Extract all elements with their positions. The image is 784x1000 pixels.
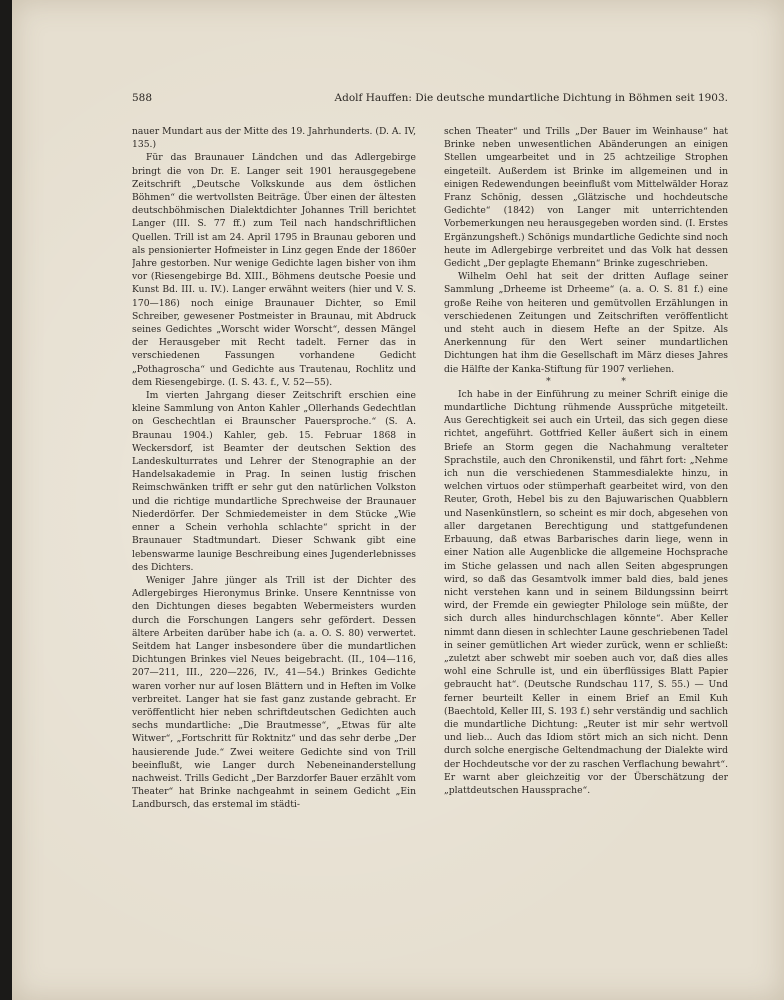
section-separator: * *: [546, 376, 660, 387]
paragraph: Im vierten Jahrgang dieser Zeitschrift erschien eine kleine Sammlung von Anton Kahler „Ollerhands Gedechtlan on Geschechtlan ei Braunscher Pauersproche.“ (S. A. Braunau 1904.) Kahler, geb. 15. Februar 1868 in Weckersdorf, ist Beamter der deutschen Sektion des Landeskulturrates und Lehrer der Stenographie an der Handelsakademie in Prag. In seinen lustig frischen Reimschwänken trifft er sehr gut den natürlichen Volkston und die richtige mundartliche Sprechweise der Braunauer Niederdörfer. Der Schmiedemeister in dem Stücke „Wie enner a Schein verhohla schlachte“ spricht in der Braunauer Stadtmundart. Dieser Schwank gibt eine lebenswarme launige Beschreibung eines Jugenderlebnisses des Dichters.: [132, 390, 416, 573]
paragraph: Ich habe in der Einführung zu meiner Schrift einige die mundartliche Dichtung rühmende Aussprüche mitgeteilt. Aus Gerechtigkeit sei auch ein Urteil, das sich gegen diese richtet, angeführt. Gottfried Keller äußert sich in einem Briefe an Storm gegen die Nachahmung veralteter Sprachstile, auch den Chronikenstil, und fährt fort: „Nehme ich nun die verschiedenen Stammesdialekte hinzu, in welchen virtuos oder stümperhaft gearbeitet wird, von den Reuter, Groth, Hebel bis zu den Bajuwarischen Quabblern und Nasenkünstlern, so scheint es mir doch, abgesehen von aller dargetanen Berechtigung und stattgefundenen Erbauung, daß etwas Barbarisches darin liege, wenn in einer Nation alle Augenblicke die allgemeine Hochsprache im Stiche gelassen und nach allen Seiten abgesprungen wird, so daß das Gesamtvolk immer bald dies, bald jenes nicht verstehen kann und in seinem Bildungssinn beirrt wird, der Fremde ein gewiegter Philologe sein müßte, der sich durch alles hindurchschlagen könnte“. Aber Keller nimmt dann diesen in schlechter Laune geschriebenen Tadel in seiner gemütlichen Art wieder zurück, wenn er schließt: „zuletzt aber schwebt mir soeben auch vor, daß dies alles wohl eine Schrulle ist, und ein überflüssiges Blatt Papier gebraucht hat“. (Deutsche Rundschau 117, S. 55.) — Und ferner beurteilt Keller in einem Brief an Emil Kuh (Baechtold, Keller III, S. 193 f.) sehr verständig und sachlich die mundartliche Dichtung: „Reuter ist mir sehr wertvoll und lieb... Auch das Idiom stört mich an sich nicht. Denn durch solche energische Geltendmachung der Dialekte wird der Hochdeutsche vor der zu raschen Verflachung bewahrt“. Er warnt aber gleichzeitig vor der Überschätzung der „plattdeutschen Haussprache“.: [444, 388, 728, 796]
left-column: [132, 125, 416, 925]
page-number: 588: [132, 92, 153, 104]
paragraph: Wilhelm Oehl hat seit der dritten Auflage seiner Sammlung „Drheeme ist Drheeme“ (a. a. O. S. 81 f.) eine große Reihe von heiteren und gemütvollen Erzählungen in verschiedenen Zeitungen und Zeitschriften veröffentlicht und steht auch in diesem Hefte an der Spitze. Als Anerkennung für den Wert seiner mundartlichen Dichtungen hat ihm die Gesellschaft im März dieses Jahres die Hälfte der Kanka-Stiftung für 1907 verliehen.: [444, 271, 728, 375]
paragraph: nauer Mundart aus der Mitte des 19. Jahrhunderts. (D. A. IV, 135.): [132, 126, 416, 151]
page-header: [132, 92, 728, 108]
paragraph: Für das Braunauer Ländchen und das Adlergebirge bringt die von Dr. E. Langer seit 1901 herausgegebene Zeitschrift „Deutsche Volkskunde aus dem östlichen Böhmen“ die wertvollsten Beiträge. Über einen der ältesten deutschböhmischen Dialektdichter Johannes Trill berichtet Langer (III. S. 77 ff.) zum Teil nach handschriftlichen Quellen. Trill ist am 24. April 1795 in Braunau geboren und als pensionierter Hofmeister in Linz gegen Ende der 1860er Jahre gestorben. Nur wenige Gedichte lagen bisher von ihm vor (Riesengebirge Bd. XIII., Böhmens deutsche Poesie und Kunst Bd. III. u. IV.). Langer erwähnt weiters (hier und V. S. 170—186) noch einige Braunauer Dichter, so Emil Schreiber, gewesener Postmeister in Braunau, mit Abdruck seines Gedichtes „Worscht wider Worscht“, dessen Mängel der Herausgeber mit Recht tadelt. Ferner das in verschiedenen Fassungen vorhandene Gedicht „Pothagroscha“ und Gedichte aus Trautenau, Rochlitz und dem Riesengebirge. (I. S. 43. f., V. 52—55).: [132, 152, 416, 388]
book-page: [12, 0, 784, 1000]
paragraph: Weniger Jahre jünger als Trill ist der Dichter des Adlergebirges Hieronymus Brinke. Unsere Kenntnisse von den Dichtungen dieses begabten Webermeisters wurden durch die Forschungen Langers sehr gefördert. Dessen ältere Arbeiten darüber habe ich (a. a. O. S. 80) verwertet. Seitdem hat Langer insbesondere über die mundartlichen Dichtungen Brinkes viel Neues beigebracht. (II., 104—116, 207—211, III., 220—226, IV., 41—54.) Brinkes Gedichte waren vorher nur auf losen Blättern und in Heften im Volke verbreitet. Langer hat sie fast ganz zustande gebracht. Er veröffentlicht hier neben schriftdeutschen Gedichten auch sechs mundartliche: „Die Brautmesse“, „Etwas für alte Witwer“, „Fortschritt für Roktnitz“ und das sehr derbe „Der hausierende Jude.“ Zwei weitere Gedichte sind von Trill beeinflußt, wie Langer durch Nebeneinanderstellung nachweist. Trills Gedicht „Der Barzdorfer Bauer erzählt vom Theater“ hat Brinke nachgeahmt in seinem Gedicht „Ein Landbursch, das erstemal im städti-: [132, 574, 416, 811]
paragraph: schen Theater“ und Trills „Der Bauer im Weinhause“ hat Brinke neben unwesentlichen Abänderungen an einigen Stellen umgearbeitet und in 25 achtzeilige Strophen eingeteilt. Außerdem ist Brinke im allgemeinen und in einigen Redewendungen beeinflußt vom Mittelwälder Horaz Franz Schönig, dessen „Glätzische und hochdeutsche Gedichte“ (1842) von Langer mit unterrichtenden Vorbemerkungen neu herausgegeben worden sind. (I. Erstes Ergänzungsheft.) Schönigs mundartliche Gedichte sind noch heute im Adlergebirge verbreitet und das Volk hat dessen Gedicht „Der geplagte Ehemann“ Brinke zugeschrieben.: [444, 126, 728, 270]
running-title: Adolf Hauffen: Die deutsche mundartliche Dichtung in Böhmen seit 1903.: [334, 92, 728, 104]
right-column: [444, 125, 728, 925]
